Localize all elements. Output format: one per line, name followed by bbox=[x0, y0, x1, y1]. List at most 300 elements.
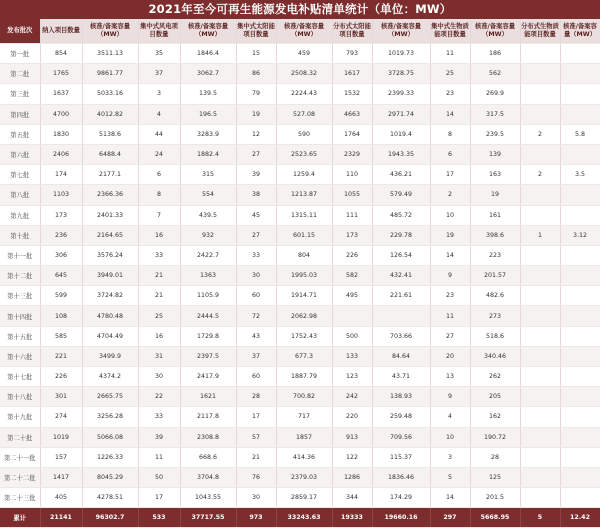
cell-central-biomass-capacity: 223 bbox=[470, 245, 520, 265]
header-distributed-solar-count: 分布式太阳能项目数量 bbox=[332, 19, 372, 44]
header-batch: 发布批次 bbox=[0, 19, 40, 44]
total-row bbox=[0, 508, 600, 528]
cell-distributed-biomass-count bbox=[520, 64, 560, 84]
cell-distributed-solar-count: 913 bbox=[332, 427, 372, 447]
cell-central-biomass-capacity: 518.6 bbox=[470, 326, 520, 346]
cell-wind-capacity: 3704.8 bbox=[180, 467, 236, 487]
cell-wind-capacity: 932 bbox=[180, 225, 236, 245]
table-row bbox=[0, 185, 600, 205]
cell-central-solar-count: 60 bbox=[236, 367, 276, 387]
cell-wind-capacity: 2397.5 bbox=[180, 346, 236, 366]
cell-distributed-biomass-count bbox=[520, 427, 560, 447]
cell-total-capacity: 3511.13 bbox=[82, 44, 138, 64]
cell-central-biomass-capacity: 163 bbox=[470, 165, 520, 185]
cell-wind-capacity: 1105.9 bbox=[180, 286, 236, 306]
cell-project-count: 2406 bbox=[40, 144, 82, 164]
cell-distributed-biomass-capacity bbox=[560, 407, 600, 427]
cell-project-count: 585 bbox=[40, 326, 82, 346]
cell-total-capacity: 3256.28 bbox=[82, 407, 138, 427]
cell-total-capacity: 5138.6 bbox=[82, 124, 138, 144]
cell-distributed-biomass-capacity bbox=[560, 346, 600, 366]
cell-central-biomass-count: 17 bbox=[430, 165, 470, 185]
cell-central-solar-capacity: 2859.17 bbox=[276, 488, 332, 508]
cell-wind-count: 21 bbox=[138, 286, 180, 306]
cell-batch: 第二十一批 bbox=[0, 447, 40, 467]
cell-central-solar-capacity: 1857 bbox=[276, 427, 332, 447]
cell-central-biomass-capacity: 139 bbox=[470, 144, 520, 164]
total-distributed-biomass-capacity: 12.42 bbox=[560, 508, 600, 528]
total-central-biomass-capacity: 5668.95 bbox=[470, 508, 520, 528]
cell-wind-capacity: 554 bbox=[180, 185, 236, 205]
cell-wind-capacity: 2308.8 bbox=[180, 427, 236, 447]
cell-central-solar-capacity: 414.36 bbox=[276, 447, 332, 467]
cell-total-capacity: 4012.82 bbox=[82, 104, 138, 124]
table-row bbox=[0, 64, 600, 84]
cell-distributed-solar-count: 582 bbox=[332, 266, 372, 286]
table-row bbox=[0, 367, 600, 387]
cell-central-solar-count: 27 bbox=[236, 144, 276, 164]
cell-central-biomass-capacity: 201.57 bbox=[470, 266, 520, 286]
table-body bbox=[0, 44, 600, 528]
cell-central-biomass-count: 14 bbox=[430, 245, 470, 265]
cell-batch: 第二十三批 bbox=[0, 488, 40, 508]
cell-project-count: 1103 bbox=[40, 185, 82, 205]
total-wind-capacity: 37717.55 bbox=[180, 508, 236, 528]
cell-distributed-solar-count: 495 bbox=[332, 286, 372, 306]
cell-distributed-biomass-capacity bbox=[560, 326, 600, 346]
cell-central-biomass-capacity: 162 bbox=[470, 407, 520, 427]
cell-distributed-solar-capacity: 3728.75 bbox=[372, 64, 430, 84]
cell-distributed-biomass-capacity bbox=[560, 205, 600, 225]
cell-central-solar-count: 21 bbox=[236, 447, 276, 467]
cell-distributed-solar-capacity: 43.71 bbox=[372, 367, 430, 387]
total-project-count: 21141 bbox=[40, 508, 82, 528]
cell-central-solar-capacity: 1887.79 bbox=[276, 367, 332, 387]
cell-central-solar-capacity: 2379.03 bbox=[276, 467, 332, 487]
cell-total-capacity: 3576.24 bbox=[82, 245, 138, 265]
cell-central-biomass-capacity: 125 bbox=[470, 467, 520, 487]
cell-distributed-biomass-capacity bbox=[560, 64, 600, 84]
cell-wind-capacity: 2417.9 bbox=[180, 367, 236, 387]
cell-central-solar-capacity: 2224.43 bbox=[276, 84, 332, 104]
cell-distributed-solar-capacity: 1836.46 bbox=[372, 467, 430, 487]
cell-distributed-biomass-capacity: 3.12 bbox=[560, 225, 600, 245]
cell-batch: 第十二批 bbox=[0, 266, 40, 286]
cell-wind-count: 6 bbox=[138, 165, 180, 185]
cell-central-solar-capacity: 677.3 bbox=[276, 346, 332, 366]
cell-central-solar-capacity: 1914.71 bbox=[276, 286, 332, 306]
cell-project-count: 4700 bbox=[40, 104, 82, 124]
cell-central-solar-count: 33 bbox=[236, 245, 276, 265]
cell-central-biomass-capacity: 19 bbox=[470, 185, 520, 205]
total-central-biomass-count: 297 bbox=[430, 508, 470, 528]
cell-batch: 第十九批 bbox=[0, 407, 40, 427]
cell-central-biomass-capacity: 28 bbox=[470, 447, 520, 467]
table-row bbox=[0, 225, 600, 245]
cell-batch: 第二十二批 bbox=[0, 467, 40, 487]
cell-wind-capacity: 139.5 bbox=[180, 84, 236, 104]
cell-distributed-solar-capacity: 229.78 bbox=[372, 225, 430, 245]
cell-central-biomass-capacity: 205 bbox=[470, 387, 520, 407]
cell-wind-count: 16 bbox=[138, 225, 180, 245]
cell-batch: 第五批 bbox=[0, 124, 40, 144]
cell-batch: 第三批 bbox=[0, 84, 40, 104]
table-row bbox=[0, 306, 600, 326]
cell-total-capacity: 4278.51 bbox=[82, 488, 138, 508]
cell-distributed-solar-count: 1286 bbox=[332, 467, 372, 487]
cell-central-solar-capacity: 1213.87 bbox=[276, 185, 332, 205]
cell-distributed-solar-count: 220 bbox=[332, 407, 372, 427]
cell-central-solar-capacity: 2508.32 bbox=[276, 64, 332, 84]
total-wind-count: 533 bbox=[138, 508, 180, 528]
table-row bbox=[0, 467, 600, 487]
cell-distributed-biomass-capacity bbox=[560, 427, 600, 447]
cell-distributed-biomass-capacity: 3.5 bbox=[560, 165, 600, 185]
cell-wind-count: 21 bbox=[138, 266, 180, 286]
cell-batch: 第十六批 bbox=[0, 346, 40, 366]
cell-distributed-biomass-count: 1 bbox=[520, 225, 560, 245]
cell-central-solar-count: 15 bbox=[236, 44, 276, 64]
cell-distributed-biomass-count bbox=[520, 488, 560, 508]
cell-distributed-biomass-capacity bbox=[560, 84, 600, 104]
cell-wind-count: 17 bbox=[138, 488, 180, 508]
cell-total-capacity: 3724.82 bbox=[82, 286, 138, 306]
cell-distributed-biomass-capacity bbox=[560, 367, 600, 387]
cell-central-solar-count: 86 bbox=[236, 64, 276, 84]
cell-distributed-biomass-count: 2 bbox=[520, 124, 560, 144]
cell-batch: 第十批 bbox=[0, 225, 40, 245]
cell-distributed-biomass-count bbox=[520, 286, 560, 306]
cell-distributed-solar-capacity bbox=[372, 306, 430, 326]
cell-central-biomass-count: 11 bbox=[430, 306, 470, 326]
table-row bbox=[0, 346, 600, 366]
cell-wind-count: 33 bbox=[138, 245, 180, 265]
table-row bbox=[0, 407, 600, 427]
table-row bbox=[0, 427, 600, 447]
cell-central-biomass-count: 11 bbox=[430, 44, 470, 64]
cell-central-biomass-capacity: 239.5 bbox=[470, 124, 520, 144]
cell-batch: 第六批 bbox=[0, 144, 40, 164]
cell-central-solar-capacity: 527.08 bbox=[276, 104, 332, 124]
cell-batch: 第二批 bbox=[0, 64, 40, 84]
cell-distributed-biomass-count bbox=[520, 104, 560, 124]
cell-distributed-solar-count: 344 bbox=[332, 488, 372, 508]
cell-project-count: 405 bbox=[40, 488, 82, 508]
cell-central-solar-count: 76 bbox=[236, 467, 276, 487]
cell-wind-capacity: 196.5 bbox=[180, 104, 236, 124]
cell-total-capacity: 2665.75 bbox=[82, 387, 138, 407]
cell-distributed-solar-count: 111 bbox=[332, 205, 372, 225]
cell-total-capacity: 5066.08 bbox=[82, 427, 138, 447]
cell-total-capacity: 4374.2 bbox=[82, 367, 138, 387]
cell-distributed-solar-count: 122 bbox=[332, 447, 372, 467]
cell-total-capacity: 9861.77 bbox=[82, 64, 138, 84]
total-total-capacity: 96302.7 bbox=[82, 508, 138, 528]
cell-central-biomass-capacity: 273 bbox=[470, 306, 520, 326]
cell-wind-count: 7 bbox=[138, 205, 180, 225]
cell-project-count: 645 bbox=[40, 266, 82, 286]
cell-distributed-biomass-count bbox=[520, 84, 560, 104]
cell-wind-capacity: 1043.55 bbox=[180, 488, 236, 508]
cell-central-solar-capacity: 700.82 bbox=[276, 387, 332, 407]
cell-distributed-biomass-count bbox=[520, 326, 560, 346]
cell-central-solar-count: 19 bbox=[236, 104, 276, 124]
cell-wind-count: 4 bbox=[138, 104, 180, 124]
cell-wind-capacity: 1846.4 bbox=[180, 44, 236, 64]
cell-distributed-biomass-capacity bbox=[560, 447, 600, 467]
cell-distributed-biomass-capacity bbox=[560, 185, 600, 205]
cell-central-biomass-count: 9 bbox=[430, 266, 470, 286]
cell-project-count: 226 bbox=[40, 367, 82, 387]
cell-distributed-solar-capacity: 84.64 bbox=[372, 346, 430, 366]
cell-central-solar-capacity: 459 bbox=[276, 44, 332, 64]
cell-total-capacity: 3499.9 bbox=[82, 346, 138, 366]
cell-total-capacity: 2164.65 bbox=[82, 225, 138, 245]
cell-distributed-biomass-capacity bbox=[560, 467, 600, 487]
cell-central-solar-capacity: 1752.43 bbox=[276, 326, 332, 346]
cell-central-solar-capacity: 2062.98 bbox=[276, 306, 332, 326]
cell-distributed-solar-capacity: 138.93 bbox=[372, 387, 430, 407]
cell-central-solar-count: 45 bbox=[236, 205, 276, 225]
cell-central-solar-capacity: 804 bbox=[276, 245, 332, 265]
cell-central-biomass-capacity: 269.9 bbox=[470, 84, 520, 104]
table-row bbox=[0, 245, 600, 265]
cell-central-biomass-count: 27 bbox=[430, 326, 470, 346]
cell-wind-count: 11 bbox=[138, 447, 180, 467]
cell-batch: 第八批 bbox=[0, 185, 40, 205]
cell-project-count: 236 bbox=[40, 225, 82, 245]
cell-central-biomass-count: 9 bbox=[430, 387, 470, 407]
cell-distributed-biomass-count bbox=[520, 467, 560, 487]
cell-central-biomass-count: 3 bbox=[430, 447, 470, 467]
cell-central-biomass-count: 4 bbox=[430, 407, 470, 427]
cell-wind-capacity: 439.5 bbox=[180, 205, 236, 225]
total-distributed-solar-count: 19333 bbox=[332, 508, 372, 528]
cell-central-biomass-capacity: 186 bbox=[470, 44, 520, 64]
cell-central-biomass-capacity: 398.6 bbox=[470, 225, 520, 245]
cell-distributed-solar-count: 226 bbox=[332, 245, 372, 265]
cell-distributed-biomass-count bbox=[520, 266, 560, 286]
cell-distributed-solar-capacity: 2971.74 bbox=[372, 104, 430, 124]
total-distributed-solar-capacity: 19660.16 bbox=[372, 508, 430, 528]
cell-distributed-biomass-count bbox=[520, 205, 560, 225]
table-row bbox=[0, 144, 600, 164]
cell-distributed-solar-count: 1764 bbox=[332, 124, 372, 144]
cell-central-solar-capacity: 1995.03 bbox=[276, 266, 332, 286]
cell-central-biomass-capacity: 340.46 bbox=[470, 346, 520, 366]
cell-batch: 第十四批 bbox=[0, 306, 40, 326]
cell-central-solar-count: 79 bbox=[236, 84, 276, 104]
header-central-solar-count: 集中式太阳能项目数量 bbox=[236, 19, 276, 44]
cell-distributed-solar-capacity: 709.56 bbox=[372, 427, 430, 447]
cell-wind-capacity: 3283.9 bbox=[180, 124, 236, 144]
cell-distributed-biomass-capacity bbox=[560, 245, 600, 265]
cell-central-solar-count: 57 bbox=[236, 427, 276, 447]
cell-total-capacity: 3949.01 bbox=[82, 266, 138, 286]
cell-central-solar-capacity: 601.15 bbox=[276, 225, 332, 245]
cell-distributed-solar-count: 1532 bbox=[332, 84, 372, 104]
cell-total-capacity: 5033.16 bbox=[82, 84, 138, 104]
cell-central-biomass-count: 25 bbox=[430, 64, 470, 84]
cell-distributed-biomass-count bbox=[520, 144, 560, 164]
cell-central-solar-count: 60 bbox=[236, 286, 276, 306]
cell-wind-count: 24 bbox=[138, 144, 180, 164]
cell-central-solar-capacity: 2523.65 bbox=[276, 144, 332, 164]
cell-distributed-solar-capacity: 579.49 bbox=[372, 185, 430, 205]
cell-central-biomass-count: 5 bbox=[430, 467, 470, 487]
cell-central-biomass-count: 19 bbox=[430, 225, 470, 245]
cell-distributed-biomass-capacity bbox=[560, 44, 600, 64]
header-wind-count: 集中式风电项目数量 bbox=[138, 19, 180, 44]
cell-central-solar-count: 37 bbox=[236, 346, 276, 366]
cell-central-solar-capacity: 1259.4 bbox=[276, 165, 332, 185]
cell-central-biomass-count: 8 bbox=[430, 124, 470, 144]
cell-distributed-biomass-count bbox=[520, 387, 560, 407]
cell-total-capacity: 4704.49 bbox=[82, 326, 138, 346]
cell-distributed-biomass-capacity bbox=[560, 306, 600, 326]
cell-central-solar-count: 30 bbox=[236, 488, 276, 508]
cell-wind-count: 31 bbox=[138, 346, 180, 366]
cell-distributed-solar-capacity: 703.66 bbox=[372, 326, 430, 346]
cell-wind-count: 22 bbox=[138, 387, 180, 407]
cell-distributed-solar-count: 123 bbox=[332, 367, 372, 387]
cell-wind-capacity: 3062.7 bbox=[180, 64, 236, 84]
table-row bbox=[0, 205, 600, 225]
cell-central-biomass-count: 20 bbox=[430, 346, 470, 366]
cell-central-biomass-count: 14 bbox=[430, 488, 470, 508]
table-row bbox=[0, 488, 600, 508]
cell-distributed-solar-capacity: 1019.4 bbox=[372, 124, 430, 144]
cell-distributed-biomass-count bbox=[520, 306, 560, 326]
cell-distributed-solar-capacity: 259.48 bbox=[372, 407, 430, 427]
cell-distributed-biomass-capacity bbox=[560, 286, 600, 306]
cell-central-solar-count: 12 bbox=[236, 124, 276, 144]
subsidy-list-table bbox=[0, 19, 600, 528]
cell-project-count: 274 bbox=[40, 407, 82, 427]
cell-wind-count: 25 bbox=[138, 306, 180, 326]
cell-central-biomass-capacity: 562 bbox=[470, 64, 520, 84]
header-row bbox=[0, 19, 600, 44]
cell-wind-capacity: 1729.8 bbox=[180, 326, 236, 346]
cell-distributed-solar-count: 1617 bbox=[332, 64, 372, 84]
cell-project-count: 1637 bbox=[40, 84, 82, 104]
cell-distributed-biomass-capacity bbox=[560, 104, 600, 124]
cell-distributed-biomass-capacity bbox=[560, 144, 600, 164]
cell-project-count: 301 bbox=[40, 387, 82, 407]
cell-wind-count: 44 bbox=[138, 124, 180, 144]
cell-project-count: 1417 bbox=[40, 467, 82, 487]
cell-wind-count: 33 bbox=[138, 407, 180, 427]
cell-central-biomass-count: 2 bbox=[430, 185, 470, 205]
cell-batch: 第十一批 bbox=[0, 245, 40, 265]
cell-central-biomass-count: 10 bbox=[430, 427, 470, 447]
cell-wind-count: 8 bbox=[138, 185, 180, 205]
cell-total-capacity: 2177.1 bbox=[82, 165, 138, 185]
cell-central-solar-count: 30 bbox=[236, 266, 276, 286]
table-row bbox=[0, 84, 600, 104]
table-row bbox=[0, 124, 600, 144]
cell-project-count: 854 bbox=[40, 44, 82, 64]
cell-project-count: 157 bbox=[40, 447, 82, 467]
cell-distributed-solar-count: 110 bbox=[332, 165, 372, 185]
table-row bbox=[0, 266, 600, 286]
cell-wind-capacity: 2117.8 bbox=[180, 407, 236, 427]
cell-distributed-biomass-count bbox=[520, 44, 560, 64]
cell-distributed-biomass-capacity bbox=[560, 266, 600, 286]
cell-batch: 第十七批 bbox=[0, 367, 40, 387]
total-distributed-biomass-count: 5 bbox=[520, 508, 560, 528]
cell-distributed-biomass-capacity bbox=[560, 387, 600, 407]
cell-central-biomass-count: 14 bbox=[430, 104, 470, 124]
cell-central-biomass-capacity: 161 bbox=[470, 205, 520, 225]
cell-project-count: 221 bbox=[40, 346, 82, 366]
cell-wind-capacity: 1882.4 bbox=[180, 144, 236, 164]
cell-distributed-solar-capacity: 2399.33 bbox=[372, 84, 430, 104]
cell-wind-capacity: 315 bbox=[180, 165, 236, 185]
cell-central-biomass-count: 23 bbox=[430, 84, 470, 104]
cell-wind-capacity: 1621 bbox=[180, 387, 236, 407]
cell-central-solar-capacity: 1315.11 bbox=[276, 205, 332, 225]
cell-distributed-biomass-count bbox=[520, 185, 560, 205]
cell-distributed-solar-capacity: 221.61 bbox=[372, 286, 430, 306]
cell-central-biomass-capacity: 262 bbox=[470, 367, 520, 387]
cell-total-capacity: 6488.4 bbox=[82, 144, 138, 164]
cell-total-capacity: 8045.29 bbox=[82, 467, 138, 487]
cell-distributed-biomass-count: 2 bbox=[520, 165, 560, 185]
cell-distributed-solar-capacity: 126.54 bbox=[372, 245, 430, 265]
header-wind-capacity: 核准/备案容量（MW） bbox=[180, 19, 236, 44]
cell-project-count: 1019 bbox=[40, 427, 82, 447]
cell-distributed-solar-capacity: 115.37 bbox=[372, 447, 430, 467]
cell-distributed-solar-capacity: 174.29 bbox=[372, 488, 430, 508]
cell-distributed-solar-count: 793 bbox=[332, 44, 372, 64]
cell-distributed-biomass-count bbox=[520, 367, 560, 387]
cell-central-solar-count: 28 bbox=[236, 387, 276, 407]
cell-batch: 第十五批 bbox=[0, 326, 40, 346]
cell-wind-capacity: 668.6 bbox=[180, 447, 236, 467]
cell-wind-capacity: 2422.7 bbox=[180, 245, 236, 265]
total-batch: 累计 bbox=[0, 508, 40, 528]
cell-central-solar-count: 17 bbox=[236, 407, 276, 427]
table-row bbox=[0, 165, 600, 185]
cell-distributed-biomass-capacity: 5.8 bbox=[560, 124, 600, 144]
cell-wind-capacity: 2444.5 bbox=[180, 306, 236, 326]
cell-central-biomass-count: 23 bbox=[430, 286, 470, 306]
header-distributed-solar-capacity: 核准/备案容量（MW） bbox=[372, 19, 430, 44]
cell-wind-count: 16 bbox=[138, 326, 180, 346]
cell-distributed-biomass-count bbox=[520, 346, 560, 366]
cell-distributed-solar-capacity: 1943.35 bbox=[372, 144, 430, 164]
table-row bbox=[0, 104, 600, 124]
cell-central-solar-count: 72 bbox=[236, 306, 276, 326]
cell-project-count: 174 bbox=[40, 165, 82, 185]
cell-total-capacity: 1226.33 bbox=[82, 447, 138, 467]
cell-distributed-solar-count: 2329 bbox=[332, 144, 372, 164]
cell-central-biomass-capacity: 190.72 bbox=[470, 427, 520, 447]
table-row bbox=[0, 326, 600, 346]
cell-wind-count: 50 bbox=[138, 467, 180, 487]
cell-batch: 第四批 bbox=[0, 104, 40, 124]
cell-distributed-biomass-count bbox=[520, 245, 560, 265]
cell-batch: 第二十批 bbox=[0, 427, 40, 447]
total-central-solar-count: 973 bbox=[236, 508, 276, 528]
cell-distributed-solar-count bbox=[332, 306, 372, 326]
cell-central-solar-count: 27 bbox=[236, 225, 276, 245]
cell-project-count: 173 bbox=[40, 205, 82, 225]
cell-distributed-biomass-count bbox=[520, 407, 560, 427]
cell-distributed-solar-capacity: 1019.73 bbox=[372, 44, 430, 64]
header-central-biomass-count: 集中式生物质能项目数量 bbox=[430, 19, 470, 44]
